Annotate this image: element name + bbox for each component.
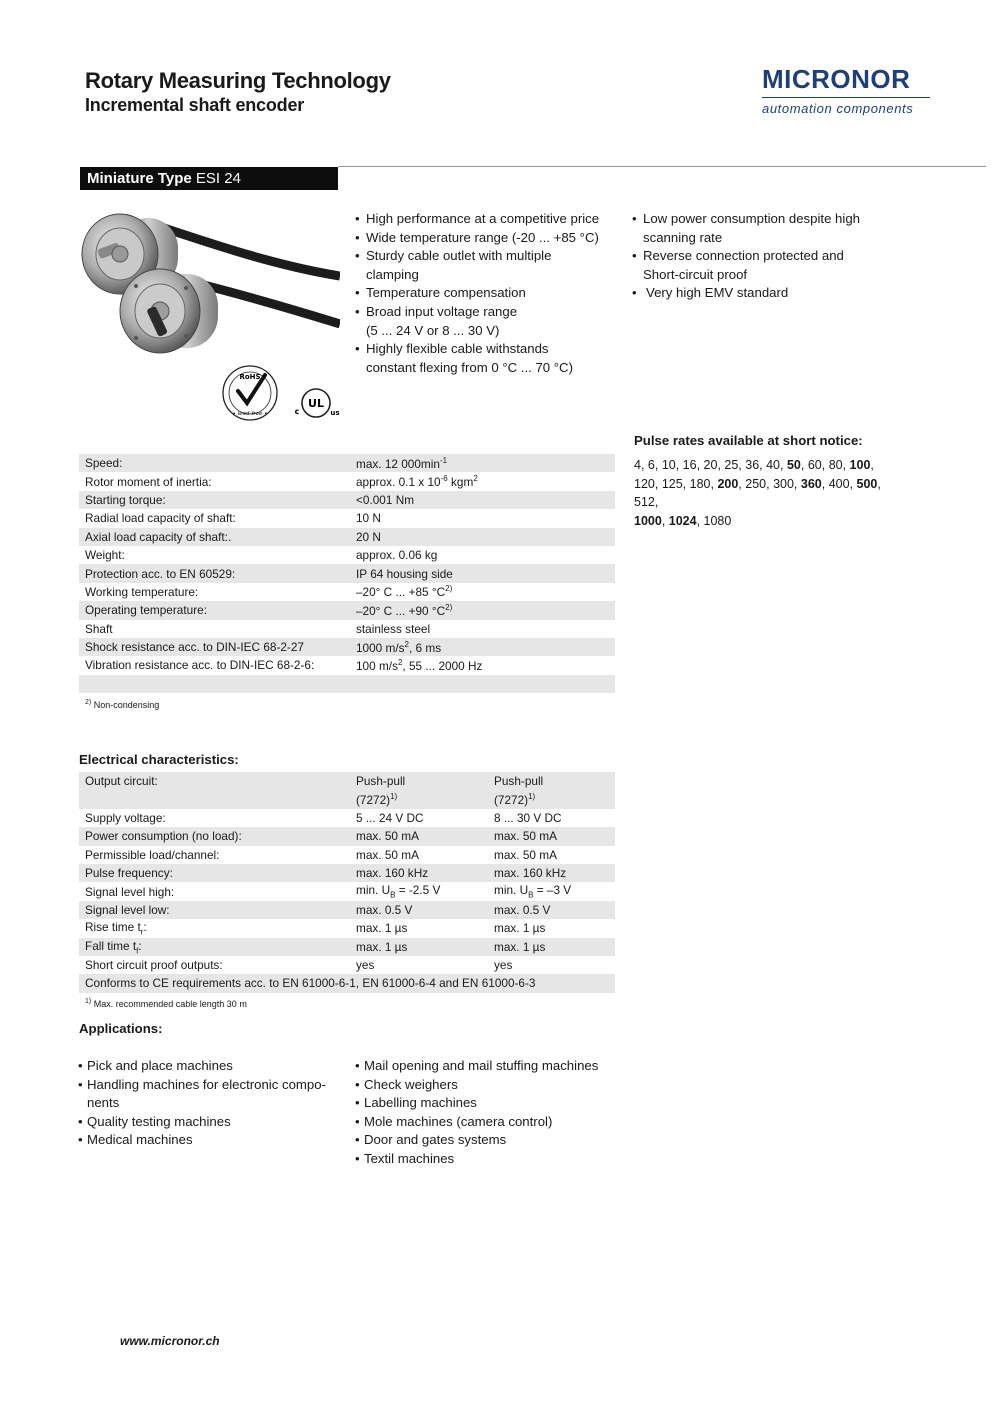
spec-value-a: max. 0.5 V xyxy=(350,901,488,919)
ul-text: UL xyxy=(308,397,324,410)
feature-item: • Broad input voltage range (5 ... 24 V or 8 ... 30 V) xyxy=(355,303,625,340)
spec-label: Pulse frequency: xyxy=(79,864,350,882)
pulse-rate: 20 xyxy=(703,458,718,472)
mechanical-specs-table xyxy=(79,454,615,693)
ce-conformity: Conforms to CE requirements acc. to EN 61000-6-1, EN 61000-6-4 and EN 61000-6-3 xyxy=(79,974,615,992)
logo-name: MICRONOR xyxy=(762,64,911,94)
feature-item: • Reverse connection protected and Short-circuit proof xyxy=(632,247,912,284)
spec-value-a: Push-pull xyxy=(350,772,488,790)
pulse-rate: 400 xyxy=(828,476,850,491)
pulse-rate: 50 xyxy=(786,458,801,472)
spec-value-a: max. 50 mA xyxy=(356,847,419,862)
header-rule xyxy=(338,166,986,167)
pulse-rate: 360 xyxy=(800,476,822,491)
spec-value-a: 5 ... 24 V DC xyxy=(356,810,424,825)
application-item: • Labelling machines xyxy=(355,1094,625,1113)
spec-label: Protection acc. to EN 60529: xyxy=(79,564,350,582)
spec-value-b: max. 160 kHz xyxy=(488,864,615,882)
pulse-rate: 1024 xyxy=(668,513,697,528)
feature-item: • Temperature compensation xyxy=(355,284,625,303)
spec-label: Working temperature: xyxy=(85,584,199,599)
spec-value-b: max. 0.5 V xyxy=(488,901,615,919)
applications-title: Applications: xyxy=(79,1021,163,1036)
feature-item: • Highly flexible cable withstands constant flexing from 0 °C ... 70 °C) xyxy=(355,340,625,377)
pulse-rate: 200 xyxy=(717,476,739,491)
table-row xyxy=(79,620,615,638)
features-list-2 xyxy=(632,210,912,303)
spec-value-b: max. 50 mA xyxy=(488,827,615,845)
pulse-rate: 16 xyxy=(682,458,697,472)
spec-label: Rotor moment of inertia: xyxy=(85,474,212,489)
table-row xyxy=(79,638,615,656)
feature-item: • Wide temperature range (-20 ... +85 °C) xyxy=(355,229,625,248)
spec-value: –20° C ... +90 $^\circ C^{2)}$ xyxy=(350,601,615,619)
c-text: c xyxy=(294,407,300,416)
page-title: Rotary Measuring Technology xyxy=(85,68,391,93)
spec-value-b: yes xyxy=(494,958,513,973)
spec-value-a: max. 160 kHz xyxy=(350,864,488,882)
table-row-empty xyxy=(79,675,615,693)
table-row xyxy=(79,790,615,808)
application-item: • Mole machines (camera control) xyxy=(355,1113,625,1132)
spec-label: Shock resistance acc. to DIN-IEC 68-2-27 xyxy=(79,638,350,656)
application-item: • Medical machines xyxy=(78,1131,343,1150)
type-model: ESI 24 xyxy=(195,170,241,187)
spec-label: Signal level low: xyxy=(79,901,350,919)
spec-value-a: max. 1 µs xyxy=(350,938,488,956)
spec-label: Speed: xyxy=(79,454,350,472)
applications-list-2 xyxy=(355,1057,625,1169)
culus-mark xyxy=(295,389,340,417)
type-bar xyxy=(80,167,338,190)
application-item: • Textil machines xyxy=(355,1150,625,1169)
spec-label: Radial load capacity of shaft: xyxy=(85,511,236,526)
spec-value-a: min. $U_B = -2.5$ V xyxy=(356,883,441,900)
spec-value-b: $(7272)^{1)}$ xyxy=(488,790,615,808)
spec-value: <0.001 Nm xyxy=(350,491,615,509)
spec-value-b: max. 50 mA xyxy=(494,847,557,862)
feature-item: • High performance at a competitive price xyxy=(355,210,625,229)
feature-item: • Sturdy cable outlet with multiple clamping xyxy=(355,247,625,284)
table-row xyxy=(79,864,615,882)
spec-label: Power consumption (no load): xyxy=(79,827,350,845)
spec-label: Supply voltage: xyxy=(85,810,166,825)
pulse-rate: 300 xyxy=(773,476,794,491)
pulse-rate: 80 xyxy=(828,458,843,472)
table-row xyxy=(79,827,615,845)
product-photo xyxy=(78,206,340,428)
footer-url: www.micronor.ch xyxy=(120,1334,220,1348)
pulse-rate: 1000 xyxy=(634,513,662,528)
application-item: • Mail opening and mail stuffing machines xyxy=(355,1057,625,1076)
pulse-rates-title: Pulse rates available at short notice: xyxy=(634,433,863,448)
table-row xyxy=(79,882,615,900)
spec-label: Starting torque: xyxy=(79,491,350,509)
spec-value: approx. 0.1 x $10^{-6}$ kgm$^2$ xyxy=(356,474,478,490)
rohs-text: RoHS xyxy=(239,373,261,381)
application-item: • Pick and place machines xyxy=(78,1057,343,1076)
table-row xyxy=(79,809,615,827)
pulse-rate: 100 xyxy=(849,458,871,472)
table-row xyxy=(79,974,615,992)
table-row xyxy=(79,472,615,490)
table-row xyxy=(79,601,615,619)
spec-value-a: $(7272)^{1)}$ xyxy=(350,790,488,808)
application-item: • Handling machines for electronic compo- nents xyxy=(78,1076,343,1113)
table-row xyxy=(79,564,615,582)
features-list-1 xyxy=(355,210,625,377)
rohs-leadfree-seal xyxy=(223,366,277,420)
pulse-rate: 40 xyxy=(766,458,781,472)
spec-value: 10 N xyxy=(356,511,381,526)
pulse-rate: 120 xyxy=(634,476,655,491)
applications-list-1 xyxy=(78,1057,343,1150)
table-row xyxy=(79,938,615,956)
pulse-rate: 25 xyxy=(724,458,739,472)
spec-value: 1000 $m/s^2$, 6 ms xyxy=(350,638,615,656)
mechanical-footnote: $^{2)}$ Non-condensing xyxy=(85,699,160,710)
spec-value-a: max. 1 µs xyxy=(356,921,408,936)
spec-value: IP 64 housing side xyxy=(350,564,615,582)
table-row xyxy=(79,901,615,919)
table-row xyxy=(79,956,615,974)
pulse-rate: 4 xyxy=(634,458,641,472)
spec-label: Operating temperature: xyxy=(79,601,350,619)
table-row xyxy=(79,528,615,546)
table-row xyxy=(79,919,615,937)
logo-tagline: automation components xyxy=(762,101,914,116)
table-row xyxy=(79,546,615,564)
table-row xyxy=(79,509,615,527)
spec-value-b: max. 1 µs xyxy=(488,938,615,956)
pulse-rate: 1080 xyxy=(703,513,732,528)
application-item: • Quality testing machines xyxy=(78,1113,343,1132)
spec-value: approx. 0.06 kg xyxy=(356,548,438,563)
electrical-title: Electrical characteristics: xyxy=(79,752,239,767)
spec-value-b: Push-pull xyxy=(488,772,615,790)
spec-label: Weight: xyxy=(85,548,125,563)
type-label: Miniature Type xyxy=(87,170,192,187)
electrical-specs-table xyxy=(79,772,615,993)
spec-value: 20 N xyxy=(350,528,615,546)
pulse-rate: 250 xyxy=(745,476,767,491)
pulse-rate: 180 xyxy=(689,476,711,491)
spec-value-b: 8 ... 30 V DC xyxy=(494,810,562,825)
pulse-rate: 512 xyxy=(634,495,655,510)
spec-value-b: max. 1 µs xyxy=(494,921,546,936)
spec-value: max. 12 $000\min^{-1}$ xyxy=(350,454,615,472)
spec-value: –20° C ... +85 $^\circ C^{2)}$ xyxy=(356,584,453,600)
spec-label: Short circuit proof outputs: xyxy=(85,958,223,973)
spec-label: Vibration resistance acc. to DIN-IEC 68-2-6: xyxy=(85,658,315,673)
spec-label: Output circuit: xyxy=(79,772,350,790)
pulse-rate: 125 xyxy=(661,476,683,491)
table-row xyxy=(79,656,615,674)
pulse-rate: 60 xyxy=(807,458,822,472)
page-subtitle: Incremental shaft encoder xyxy=(85,95,305,115)
spec-label: Signal level high: xyxy=(85,884,175,899)
pulse-rate: 36 xyxy=(745,458,760,472)
pulse-rate: 10 xyxy=(661,458,676,472)
feature-item: • Very high EMV standard xyxy=(632,284,912,303)
pulse-rate: 6 xyxy=(647,458,655,472)
application-item: • Check weighers xyxy=(355,1076,625,1095)
electrical-footnote: $^{1)}$ Max. recommended cable length 30 m xyxy=(85,998,247,1009)
spec-value-a: yes xyxy=(356,958,375,973)
micronor-logo xyxy=(762,64,932,116)
spec-value-b: min. $U_B = -3$ V xyxy=(494,883,572,900)
spec-label: Rise time $t_r$: xyxy=(85,920,147,937)
pulse-rates-list: 4, 6, 10, 16, 20, 25, 36, 40, 50, 60, 80, 100, 120, 125, 180, 200, 250, 300, 360, 400, 500, 512, 1000, 1024, 1080 xyxy=(634,458,881,528)
table-row xyxy=(79,454,615,472)
logo-rule xyxy=(762,97,930,98)
table-row xyxy=(79,772,615,790)
spec-value: stainless steel xyxy=(356,621,431,636)
spec-label: Fall time $t_f$: xyxy=(79,938,350,956)
table-row xyxy=(79,583,615,601)
spec-value: 100 $m/s^2$, 55 ... 2000 Hz xyxy=(356,658,483,673)
feature-item: • Low power consumption despite high scanning rate xyxy=(632,210,912,247)
spec-value-a: max. 50 mA xyxy=(350,827,488,845)
spec-label: Shaft xyxy=(85,621,113,636)
leadfree-text: • lead-free • xyxy=(232,411,268,417)
table-row xyxy=(79,491,615,509)
application-item: • Door and gates systems xyxy=(355,1131,625,1150)
spec-label: Permissible load/channel: xyxy=(85,847,220,862)
pulse-rate: 500 xyxy=(856,476,878,491)
spec-label: Axial load capacity of shaft:. xyxy=(79,528,350,546)
table-row xyxy=(79,846,615,864)
us-text: us xyxy=(330,409,340,417)
